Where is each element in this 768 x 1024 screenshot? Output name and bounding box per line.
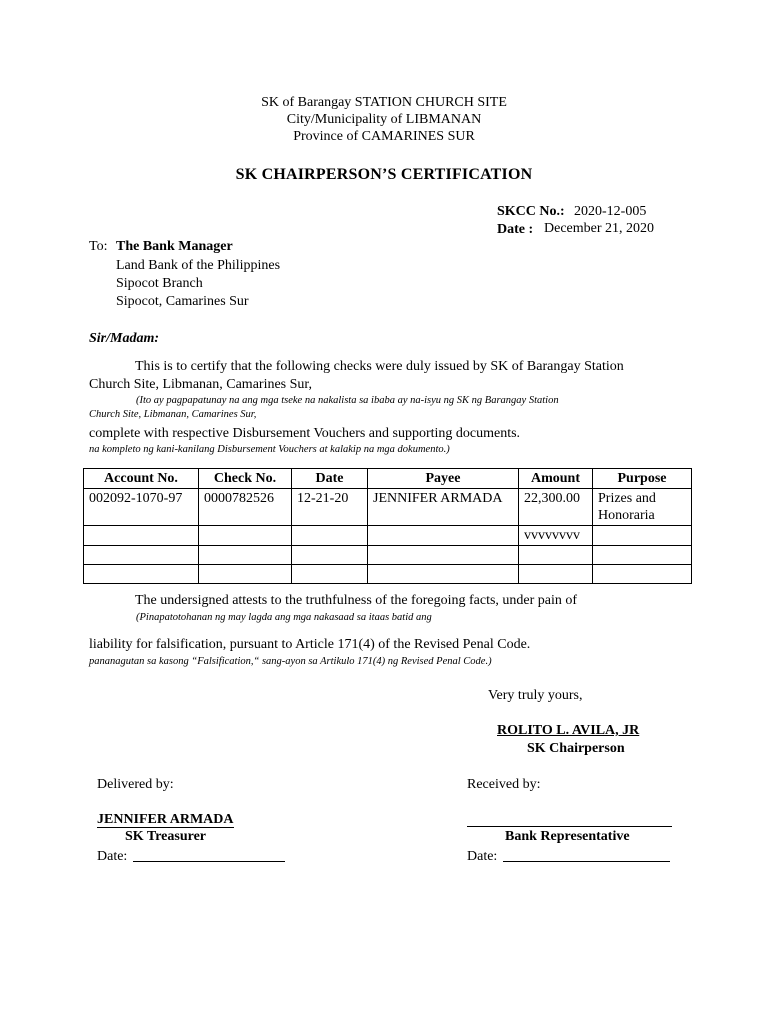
table-header-row <box>84 469 692 489</box>
cell-payee <box>368 565 519 584</box>
translation-paragraph2-line2: pananagutan sa kasong “Falsification,“ sang-ayon sa Artikulo 171(4) ng Revised Penal Code.) <box>89 656 492 667</box>
cell-date: 12-21-20 <box>292 489 368 526</box>
column-header-purpose: Purpose <box>593 469 692 489</box>
cell-check-no <box>199 546 292 565</box>
cell-payee: JENNIFER ARMADA <box>368 489 519 526</box>
cell-amount <box>519 546 593 565</box>
checks-table <box>83 468 692 584</box>
body-paragraph1-line3: complete with respective Disbursement Vouchers and supporting documents. <box>89 426 521 441</box>
translation-paragraph2-line1: (Pinapatotohanan ng may lagda ang mga nakasaad sa itaas batid ang <box>136 612 432 623</box>
addressee-branch: Sipocot Branch <box>116 276 203 291</box>
cell-account-no <box>84 546 199 565</box>
received-by-label: Received by: <box>467 777 541 792</box>
closing-text: Very truly yours, <box>488 688 583 703</box>
cell-check-no <box>199 526 292 546</box>
skcc-value: 2020-12-005 <box>574 204 647 219</box>
delivered-date-line <box>133 861 285 862</box>
cell-payee <box>368 526 519 546</box>
cell-purpose: Prizes and Honoraria <box>593 489 692 526</box>
table-row <box>84 546 692 565</box>
translation-paragraph1-line2: Church Site, Libmanan, Camarines Sur, <box>89 409 257 420</box>
cell-check-no <box>199 565 292 584</box>
signatory-name: ROLITO L. AVILA, JR <box>497 723 640 738</box>
cell-account-no <box>84 526 199 546</box>
table-row <box>84 565 692 584</box>
skcc-label: SKCC No.: <box>497 204 565 219</box>
received-date-line <box>503 861 670 862</box>
signatory-title: SK Chairperson <box>527 741 625 756</box>
column-header-amount: Amount <box>519 469 593 489</box>
cell-purpose <box>593 526 692 546</box>
cell-date <box>292 565 368 584</box>
cell-check-no: 0000782526 <box>199 489 292 526</box>
body-paragraph1-line1: This is to certify that the following checks were duly issued by SK of Barangay Station <box>135 359 624 374</box>
to-label: To: <box>89 239 108 254</box>
table-row <box>84 489 692 526</box>
column-header-date: Date <box>292 469 368 489</box>
received-by-title: Bank Representative <box>505 829 630 844</box>
cell-account-no: 002092-1070-97 <box>84 489 199 526</box>
addressee-bank: Land Bank of the Philippines <box>116 258 281 273</box>
delivered-date-label: Date: <box>97 849 128 864</box>
cell-payee <box>368 546 519 565</box>
body-paragraph2-line2: liability for falsification, pursuant to Article 171(4) of the Revised Penal Code. <box>89 637 531 652</box>
delivered-by-title: SK Treasurer <box>125 829 207 844</box>
column-header-payee: Payee <box>368 469 519 489</box>
addressee-name: The Bank Manager <box>116 239 233 254</box>
body-paragraph1-line2: Church Site, Libmanan, Camarines Sur, <box>89 377 313 392</box>
translation-paragraph1-line3: na kompleto ng kani-kanilang Disbursement Vouchers at kalakip na mga dokumento.) <box>89 444 450 455</box>
translation-paragraph1-line1: (Ito ay pagpapatunay na ang mga tseke na nakalista sa ibaba ay na-isyu ng SK ng Barangay Station <box>136 395 559 406</box>
cell-amount: vvvvvvvv <box>519 526 593 546</box>
header-line-province: Province of CAMARINES SUR <box>293 129 475 144</box>
cell-purpose <box>593 546 692 565</box>
header-line-municipality: City/Municipality of LIBMANAN <box>286 112 482 127</box>
cell-purpose <box>593 565 692 584</box>
body-paragraph2-line1: The undersigned attests to the truthfulness of the foregoing facts, under pain of <box>135 593 578 608</box>
date-value: December 21, 2020 <box>544 221 655 236</box>
header-line-barangay: SK of Barangay STATION CHURCH SITE <box>261 95 507 110</box>
table-row <box>84 526 692 546</box>
cell-account-no <box>84 565 199 584</box>
column-header-check-no: Check No. <box>199 469 292 489</box>
received-date-label: Date: <box>467 849 498 864</box>
delivered-by-name: JENNIFER ARMADA <box>97 812 234 827</box>
date-label: Date : <box>497 222 534 237</box>
document-title: SK CHAIRPERSON’S CERTIFICATION <box>235 166 533 183</box>
addressee-location: Sipocot, Camarines Sur <box>116 294 249 309</box>
cell-amount: 22,300.00 <box>519 489 593 526</box>
cell-amount <box>519 565 593 584</box>
column-header-account-no: Account No. <box>84 469 199 489</box>
salutation: Sir/Madam: <box>89 331 160 346</box>
delivered-by-label: Delivered by: <box>97 777 174 792</box>
received-by-signature-line <box>467 826 672 827</box>
cell-date <box>292 526 368 546</box>
cell-date <box>292 546 368 565</box>
